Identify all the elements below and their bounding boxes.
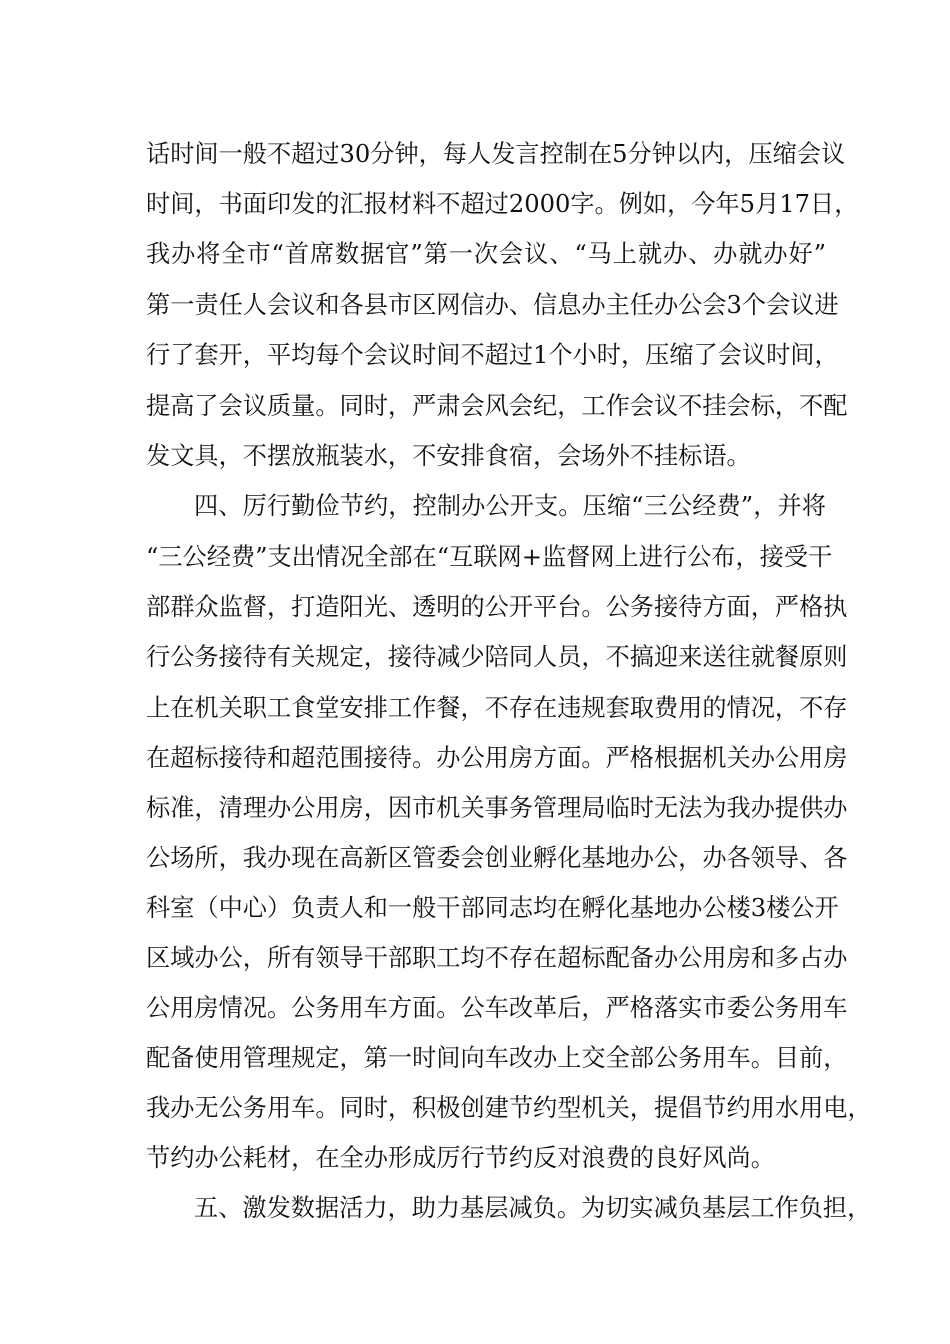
text-line-14: 标准，清理办公用房，因市机关事务管理局临时无法为我办提供办 [146, 794, 848, 822]
text-line-13: 在超标接待和超范围接待。办公用房方面。严格根据机关办公用房 [146, 744, 848, 772]
text-line-1: 话时间一般不超过30分钟，每人发言控制在5分钟以内，压缩会议 [146, 140, 846, 168]
text-line-20: 我办无公务用车。同时，积极创建节约型机关，提倡节约用水用电， [146, 1094, 872, 1122]
text-line-5: 行了套开，平均每个会议时间不超过1个小时，压缩了会议时间， [146, 341, 839, 369]
text-line-16: 科室（中心）负责人和一般干部同志均在孵化基地办公楼3楼公开 [146, 894, 839, 922]
text-line-15: 公场所，我办现在高新区管委会创业孵化基地办公，办各领导、各 [146, 844, 848, 872]
text-line-9: “三公经费”支出情况全部在“互联网+监督网上进行公布，接受干 [146, 543, 833, 571]
text-line-6: 提高了会议质量。同时，严肃会风会纪，工作会议不挂会标，不配 [146, 392, 848, 420]
text-line-12: 上在机关职工食堂安排工作餐，不存在违规套取费用的情况，不存 [146, 694, 848, 722]
text-line-21: 节约办公耗材，在全办形成厉行节约反对浪费的良好风尚。 [146, 1144, 775, 1172]
text-line-4: 第一责任人会议和各县市区网信办、信息办主任办公会3个会议进 [146, 291, 839, 319]
text-line-2: 时间，书面印发的汇报材料不超过2000字。例如，今年5月17日， [146, 190, 859, 218]
text-line-7: 发文具，不摆放瓶装水，不安排食宿，会场外不挂标语。 [146, 442, 751, 470]
paragraph-five-heading-line: 五、激发数据活力，助力基层减负。为切实减负基层工作负担， [194, 1194, 872, 1222]
text-line-11: 行公务接待有关规定，接待减少陪同人员，不搞迎来送往就餐原则 [146, 643, 848, 671]
text-line-18: 公用房情况。公务用车方面。公车改革后，严格落实市委公务用车 [146, 994, 848, 1022]
text-line-3: 我办将全市“首席数据官”第一次会议、“马上就办、办就办好” [146, 240, 826, 268]
text-line-17: 区域办公，所有领导干部职工均不存在超标配备办公用房和多占办 [146, 944, 848, 972]
text-line-10: 部群众监督，打造阳光、透明的公开平台。公务接待方面，严格执 [146, 593, 848, 621]
text-line-19: 配备使用管理规定，第一时间向车改办上交全部公务用车。目前， [146, 1044, 848, 1072]
paragraph-four-heading-line: 四、厉行勤俭节约，控制办公开支。压缩“三公经费”，并将 [194, 492, 826, 520]
